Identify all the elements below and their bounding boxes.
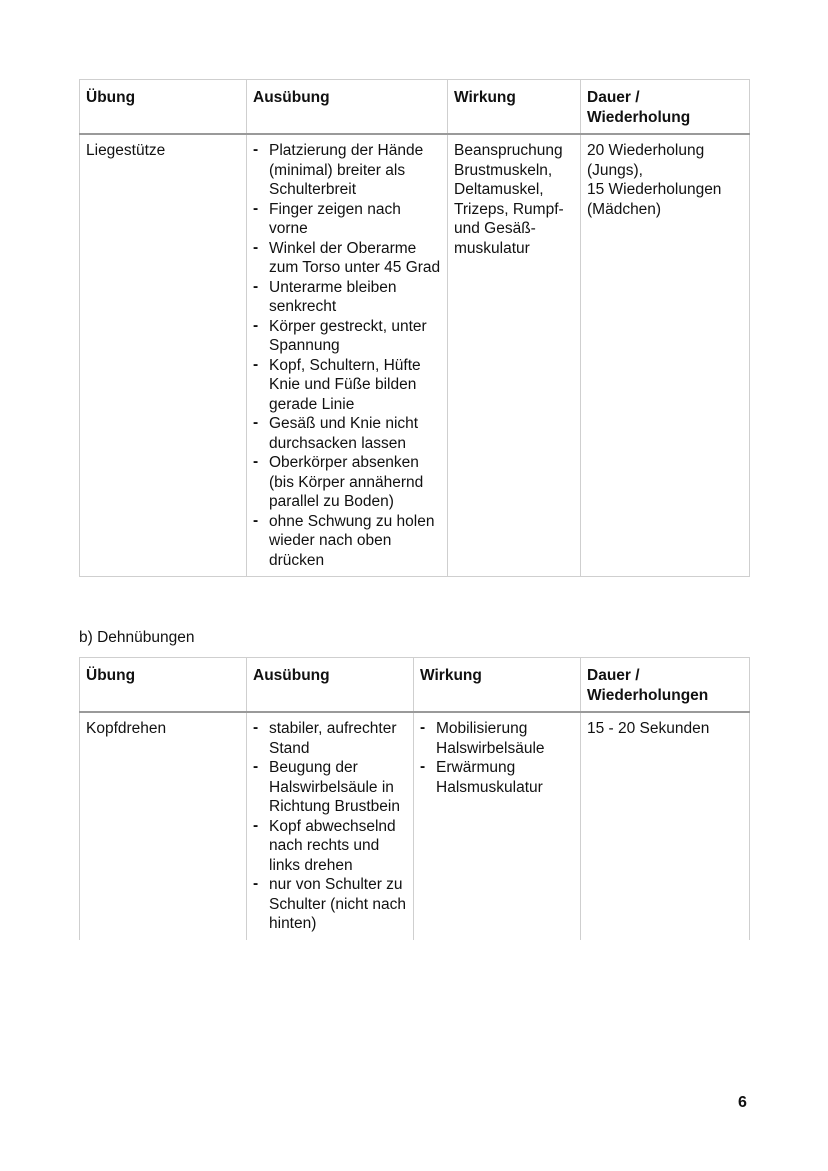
table-row	[80, 134, 750, 577]
page-number: 6	[738, 1094, 747, 1111]
list-item: - nur von Schulter zu Schulter (nicht nach hinten)	[269, 875, 407, 934]
list-item: - Finger zeigen nach vorne	[269, 200, 441, 239]
list-item: - Beugung der Halswirbelsäule in Richtung Brustbein	[269, 758, 407, 817]
header-wirkung: Wirkung	[414, 658, 581, 713]
list-item: - Gesäß und Knie nicht durchsacken lassen	[269, 414, 441, 453]
list-item: - Kopf, Schultern, Hüfte Knie und Füße bilden gerade Linie	[269, 356, 441, 415]
exercise-table-strength	[79, 79, 750, 577]
header-dauer: Dauer / Wiederholung	[581, 80, 750, 135]
header-uebung: Übung	[80, 80, 247, 135]
list-item: - Oberkörper absenken (bis Körper annähernd parallel zu Boden)	[269, 453, 441, 512]
list-item: - stabiler, aufrechter Stand	[269, 719, 407, 758]
table-row	[80, 712, 750, 940]
cell-ausuebung	[247, 134, 448, 577]
ausuebung-list	[251, 141, 441, 570]
cell-uebung: Liegestütze	[80, 134, 247, 577]
cell-wirkung: Beanspruchung Brustmuskeln, Deltamuskel, Trizeps, Rumpf- und Gesäß-muskulatur	[448, 134, 581, 577]
table-header-row	[80, 80, 750, 135]
list-item: - Winkel der Oberarme zum Torso unter 45 Grad	[269, 239, 441, 278]
list-item: - Unterarme bleiben senkrecht	[269, 278, 441, 317]
section-title: b) Dehnübungen	[79, 629, 195, 646]
header-dauer: Dauer / Wiederholungen	[581, 658, 750, 713]
table-header-row	[80, 658, 750, 713]
header-ausuebung: Ausübung	[247, 658, 414, 713]
header-wirkung: Wirkung	[448, 80, 581, 135]
cell-ausuebung	[247, 712, 414, 940]
list-item: - Mobilisierung Halswirbelsäule	[436, 719, 574, 758]
header-uebung: Übung	[80, 658, 247, 713]
cell-uebung: Kopfdrehen	[80, 712, 247, 940]
ausuebung-list	[251, 719, 407, 934]
cell-dauer: 15 - 20 Sekunden	[581, 712, 750, 940]
list-item: - Körper gestreckt, unter Spannung	[269, 317, 441, 356]
list-item: - Platzierung der Hände (minimal) breiter als Schulterbreit	[269, 141, 441, 200]
wirkung-list	[418, 719, 574, 797]
list-item: - ohne Schwung zu holen wieder nach oben drücken	[269, 512, 441, 571]
header-ausuebung: Ausübung	[247, 80, 448, 135]
cell-wirkung	[414, 712, 581, 940]
cell-dauer: 20 Wiederholung (Jungs), 15 Wiederholungen (Mädchen)	[581, 134, 750, 577]
exercise-table-stretching	[79, 657, 750, 940]
list-item: - Kopf abwechselnd nach rechts und links drehen	[269, 817, 407, 876]
list-item: - Erwärmung Halsmuskulatur	[436, 758, 574, 797]
